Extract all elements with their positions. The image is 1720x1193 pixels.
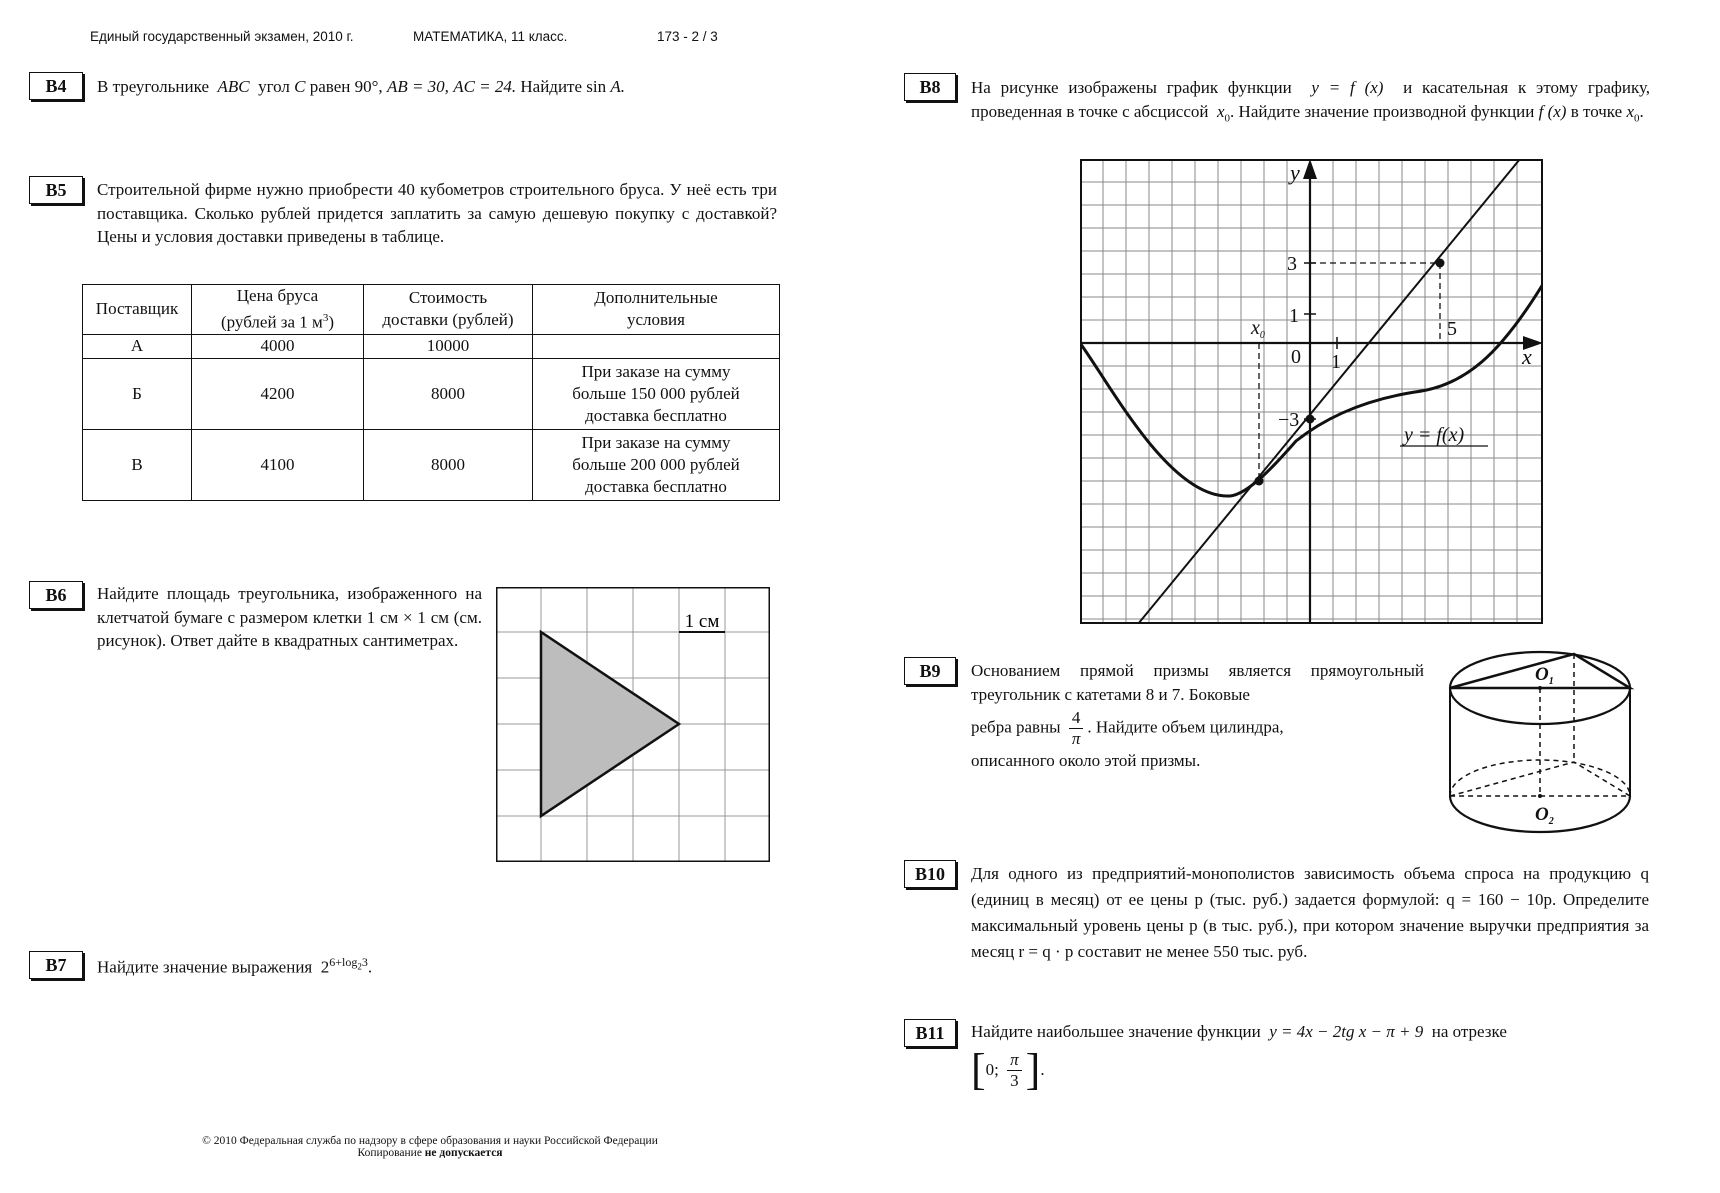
interval-0-pi3: [0; $\frac{\pi}{3}$ ]. bbox=[971, 1045, 1045, 1094]
graph-grid bbox=[1080, 159, 1543, 624]
th-price: Цена бруса (рублей за 1 $м^3$) bbox=[192, 285, 364, 335]
tick-label-1: 1 bbox=[1289, 305, 1299, 327]
x0-label: $x_0$ bbox=[1251, 317, 1265, 341]
table-row bbox=[83, 358, 780, 429]
task-b4-text: В треугольнике ABC угол C равен 90°, AB = 30, AC = 24. Найдите sin A. bbox=[97, 77, 626, 96]
cell-extra: При заказе на сумму больше 150 000 рублей доставка бесплатно bbox=[533, 358, 780, 429]
cell-supplier: А bbox=[83, 334, 192, 358]
b9-cylinder-figure bbox=[1440, 642, 1640, 842]
scale-label: 1 см bbox=[684, 611, 720, 632]
fraction-4-pi: $\frac{4}{\pi}$ bbox=[1069, 708, 1084, 749]
header-page: 173 - 2 / 3 bbox=[657, 29, 718, 44]
cell-price: 4000 bbox=[192, 334, 364, 358]
header-exam: Единый государственный экзамен, 2010 г. bbox=[90, 29, 354, 44]
task-label-b8: B8 bbox=[904, 73, 956, 101]
label-o2: $O_2$ bbox=[1535, 804, 1554, 827]
task-label-b10: B10 bbox=[904, 860, 956, 888]
task-label-b6: B6 bbox=[29, 581, 83, 609]
cell-supplier: В bbox=[83, 429, 192, 500]
y-axis-label: y bbox=[1290, 160, 1300, 185]
task-label-b7: B7 bbox=[29, 951, 83, 979]
task-label-b5: B5 bbox=[29, 176, 83, 204]
cell-extra bbox=[533, 334, 780, 358]
label-o1: $O_1$ bbox=[1535, 664, 1554, 687]
cell-supplier: Б bbox=[83, 358, 192, 429]
b8-function-graph bbox=[1080, 159, 1543, 624]
point-tangency bbox=[1255, 477, 1264, 486]
cell-price: 4100 bbox=[192, 429, 364, 500]
x-axis-label: x bbox=[1522, 344, 1532, 369]
point-3-5 bbox=[1436, 259, 1445, 268]
cell-delivery: 8000 bbox=[364, 358, 533, 429]
th-supplier: Поставщик bbox=[83, 285, 192, 335]
task-b8-text: На рисунке изображены график функции y = f (x) и касательная к этому графику, проведенная в точке с абсциссой $x_0$. Найдите значение производной функции f (x) в точке $x_0$. bbox=[971, 78, 1651, 124]
b6-grid-figure bbox=[496, 587, 770, 862]
task-b9-text: Основанием прямой призмы является прямоугольный треугольник с катетами 8 и 7. Боковые ребра равны $\frac{4}{\pi}$ . Найдите объем цилиндра, описанного около этой призмы. bbox=[971, 661, 1424, 770]
tick-label-x1: 1 bbox=[1331, 351, 1341, 373]
tick-label-3: 3 bbox=[1287, 253, 1297, 275]
table-header-row bbox=[83, 285, 780, 335]
function-label: y = f(x) bbox=[1404, 424, 1465, 446]
task-b5-text: Строительной фирме нужно приобрести 40 кубометров строительного бруса. У неё есть три поставщика. Сколько рублей придется заплатить за самую дешевую покупку с доставкой? Цены и условия доставки приведены в таблице. bbox=[97, 180, 777, 246]
th-extra: Дополнительные условия bbox=[533, 285, 780, 335]
origin-label: 0 bbox=[1291, 346, 1301, 368]
shaded-triangle bbox=[541, 632, 679, 816]
cell-delivery: 10000 bbox=[364, 334, 533, 358]
tick-label-minus3: −3 bbox=[1278, 409, 1300, 431]
table-row bbox=[83, 334, 780, 358]
y-axis-arrow bbox=[1303, 159, 1317, 179]
task-b6-text: Найдите площадь треугольника, изображенного на клетчатой бумаге с размером клетки 1 см × 1 см (см. рисунок). Ответ дайте в квадратных сантиметрах. bbox=[97, 584, 482, 650]
task-label-b4: B4 bbox=[29, 72, 83, 100]
supplier-table bbox=[82, 284, 780, 501]
task-b7-text: Найдите значение выражения $2^{6+log_23}$. bbox=[97, 955, 373, 977]
header-subject: МАТЕМАТИКА, 11 класс. bbox=[413, 29, 568, 44]
point-y-intercept bbox=[1306, 415, 1315, 424]
cell-delivery: 8000 bbox=[364, 429, 533, 500]
task-b11-text: Найдите наибольшее значение функции y = 4x − 2tg x − π + 9 на отрезке bbox=[971, 1022, 1507, 1041]
task-label-b9: B9 bbox=[904, 657, 956, 685]
task-label-b11: B11 bbox=[904, 1019, 956, 1047]
footer: © 2010 Федеральная служба по надзору в сфере образования и науки Российской Федерации Копирование не допускается bbox=[202, 1135, 658, 1159]
task-b10-text: Для одного из предприятий-монополистов зависимость объема спроса на продукцию q (единиц в месяц) от ее цены p (тыс. руб.) задается формулой: q = 160 − 10p. Определите максимальный уровень цены p (в тыс. руб.), при котором значение выручки предприятия за месяц r = q · p составит не менее 550 тыс. руб. bbox=[971, 864, 1649, 961]
tick-label-5: 5 bbox=[1447, 318, 1457, 340]
cell-extra: При заказе на сумму больше 200 000 рублей доставка бесплатно bbox=[533, 429, 780, 500]
table-row bbox=[83, 429, 780, 500]
th-delivery: Стоимость доставки (рублей) bbox=[364, 285, 533, 335]
cell-price: 4200 bbox=[192, 358, 364, 429]
